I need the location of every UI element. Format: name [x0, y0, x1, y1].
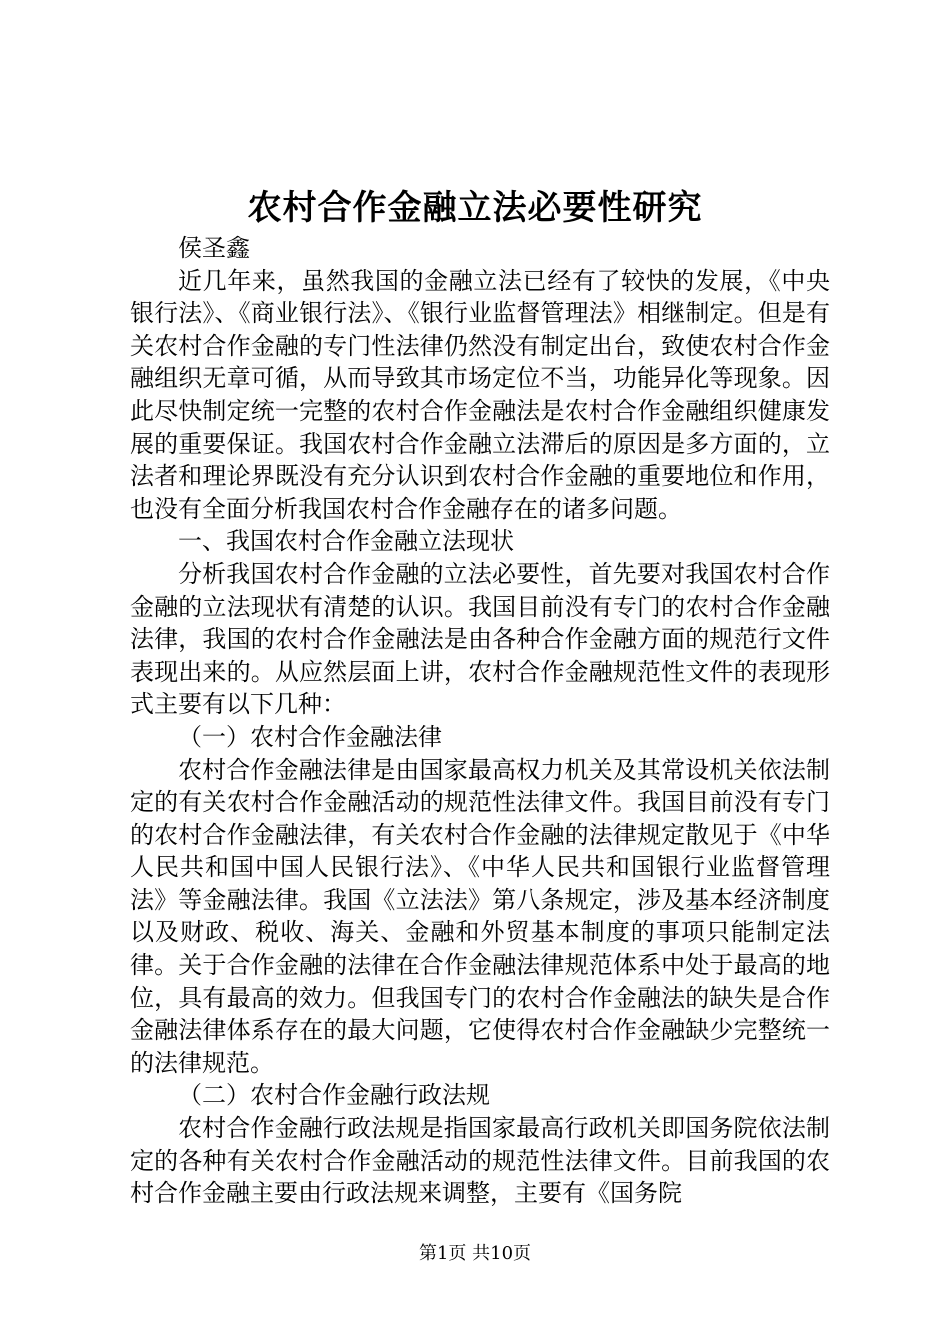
document-body — [130, 232, 830, 1210]
subsection-heading-1: （一）农村合作金融法律 — [178, 722, 442, 751]
section-heading-1: 一、我国农村合作金融立法现状 — [178, 527, 514, 556]
author-name: 侯圣鑫 — [178, 234, 250, 262]
page-footer: 第1页 共10页 — [418, 1243, 532, 1264]
paragraph-intro: 近几年来，虽然我国的金融立法已经有了较快的发展，《中央银行法》、《商业银行法》、《银行业监督管理法》相继制定。但是有关农村合作金融的专门性法律仍然没有制定出台，致使农村合作金融组织无章可循，从而导致其市场定位不当，功能异化等现象。因此尽快制定统一完整的农村合作金融法是农村合作金融组织健康发展的重要保证。我国农村合作金融立法滞后的原因是多方面的，立法者和理论界既没有充分认识到农村合作金融的重要地位和作用，也没有全面分析我国农村合作金融存在的诸多问题。 — [130, 266, 830, 523]
document-title: 农村合作金融立法必要性研究 — [247, 188, 703, 228]
paragraph-subsection-2: 农村合作金融行政法规是指国家最高行政机关即国务院依法制定的各种有关农村合作金融活动的规范性法律文件。目前我国的农村合作金融主要由行政法规来调整，主要有《国务院 — [130, 1114, 830, 1208]
paragraph-section-1: 分析我国农村合作金融的立法必要性，首先要对我国农村合作金融的立法现状有清楚的认识。我国目前没有专门的农村合作金融法律，我国的农村合作金融法是由各种合作金融方面的规范行文件表现出来的。从应然层面上讲，农村合作金融规范性文件的表现形式主要有以下几种： — [130, 559, 830, 719]
paragraph-subsection-1: 农村合作金融法律是由国家最高权力机关及其常设机关依法制定的有关农村合作金融活动的规范性法律文件。我国目前没有专门的农村合作金融法律，有关农村合作金融的法律规定散见于《中华人民共和国中国人民银行法》、《中华人民共和国银行业监督管理法》等金融法律。我国《立法法》第八条规定，涉及基本经济制度以及财政、税收、海关、金融和外贸基本制度的事项只能制定法律。关于合作金融的法律在合作金融法律规范体系中处于最高的地位，具有最高的效力。但我国专门的农村合作金融法的缺失是合作金融法律体系存在的最大问题，它使得农村合作金融缺少完整统一的法律规范。 — [130, 755, 830, 1077]
subsection-heading-2: （二）农村合作金融行政法规 — [178, 1081, 490, 1110]
